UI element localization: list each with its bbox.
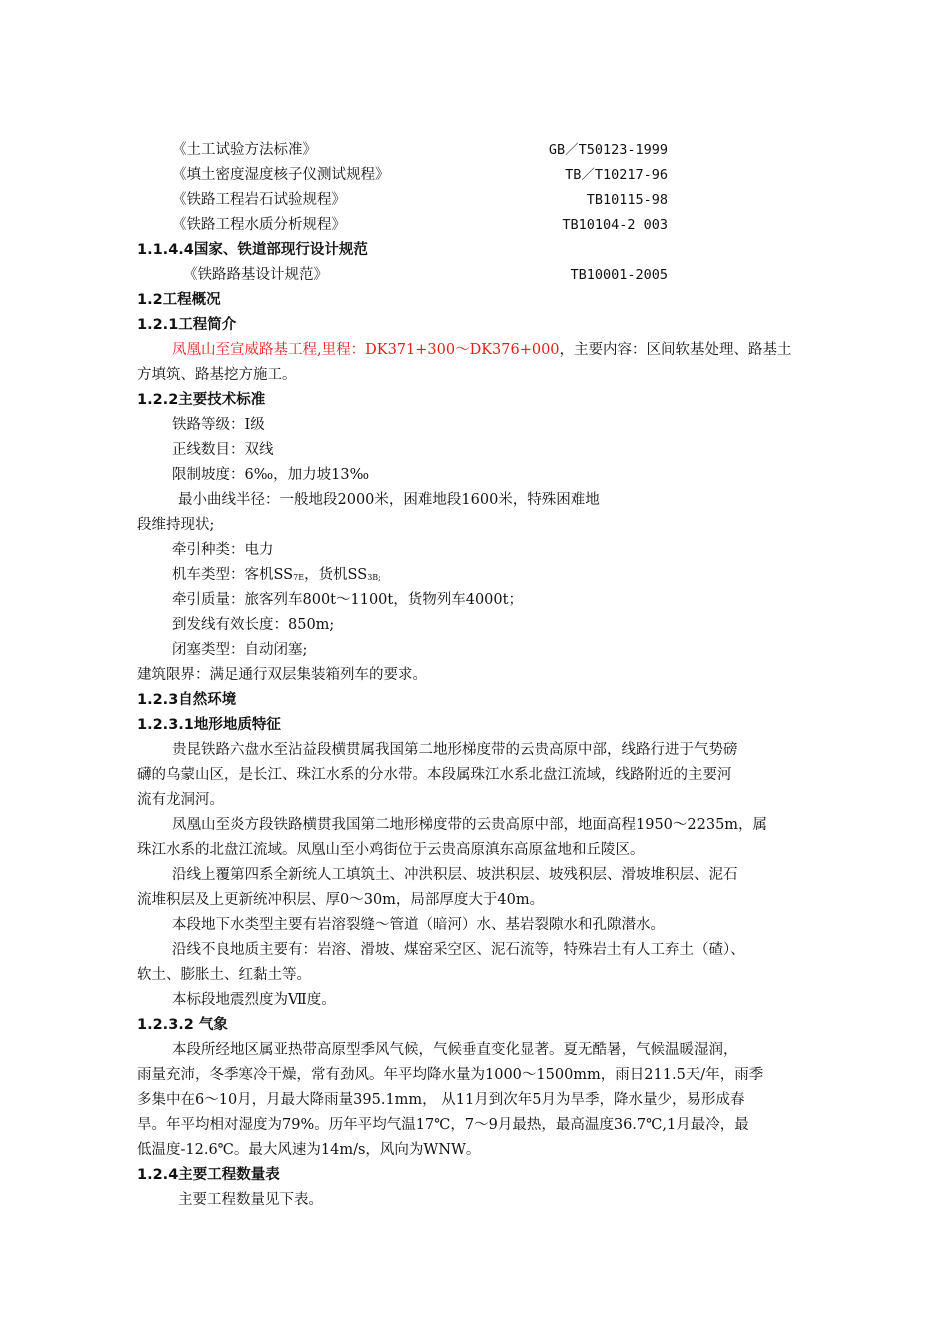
tech-lines: 正线数目：双线	[172, 442, 274, 458]
tech-grade: 铁路等级：Ⅰ级	[172, 417, 265, 433]
section-heading-123: 1.2.3自然环境	[137, 692, 237, 708]
climate-line: 本段所经地区属亚热带高原型季风气候，气候垂直变化显著。夏无酷暑，气候温暖湿润，	[172, 1042, 738, 1058]
geo-line: 流堆积层及上更新统冲积层、厚0～30m，局部厚度大于40m。	[137, 892, 545, 908]
tech-clearance: 建筑限界：满足通行双层集装箱列车的要求。	[137, 667, 427, 683]
section-heading-1144: 1.1.4.4国家、铁道部现行设计规范	[137, 242, 368, 258]
loco-passenger-sub: 7E	[293, 573, 305, 582]
tech-traction: 牵引种类：电力	[172, 542, 274, 558]
section-heading-122: 1.2.2主要技术标准	[137, 392, 266, 408]
standard-code: TB10104-2 003	[562, 217, 668, 233]
tech-length: 到发线有效长度：850m;	[172, 617, 335, 633]
loco-freight: ，货机SS	[304, 567, 368, 583]
climate-line: 旱。年平均相对湿度为79%。历年平均气温17℃，7～9月最热，最高温度36.7℃,1月最冷，最	[137, 1117, 749, 1133]
tech-radius: 最小曲线半径：一般地段2000米，困难地段1600米，特殊困难地	[178, 492, 600, 508]
geo-line: 沿线不良地质主要有：岩溶、滑坡、煤窑采空区、泥石流等，特殊岩土有人工弃土（碴）、	[172, 942, 745, 958]
standard-code: TB10115-98	[586, 192, 668, 208]
geo-line: 沿线上覆第四系全新统人工填筑土、冲洪积层、坡洪积层、坡残积层、滑坡堆积层、泥石	[172, 867, 738, 883]
tech-slope: 限制坡度：6‰，加力坡13‰	[172, 467, 370, 483]
geo-line: 礴的乌蒙山区，是长江、珠江水系的分水带。本段属珠江水系北盘江流域，线路附近的主要河	[137, 767, 732, 783]
intro-highlight: 凤凰山至宣威路基工程,里程：DK371+300～DK376+000	[172, 342, 560, 358]
intro-text: ，主要内容：区间软基处理、路基土	[559, 342, 792, 358]
section-heading-1231: 1.2.3.1地形地质特征	[137, 717, 281, 733]
tech-locomotive	[172, 563, 857, 588]
section-heading-1232: 1.2.3.2 气象	[137, 1017, 228, 1033]
geo-line: 本标段地震烈度为Ⅶ度。	[172, 992, 336, 1008]
geo-line: 贵昆铁路六盘水至沾益段横贯属我国第二地形梯度带的云贵高原中部，线路行进于气势磅	[172, 742, 738, 758]
geo-line: 凤凰山至炎方段铁路横贯我国第二地形梯度带的云贵高原中部，地面高程1950～2235m，属	[172, 817, 768, 833]
standard-title: 《铁路工程岩石试验规程》	[172, 192, 346, 208]
section-heading-124: 1.2.4主要工程数量表	[137, 1167, 280, 1183]
section-heading-121: 1.2.1工程简介	[137, 317, 237, 333]
standard-code: GB／T50123-1999	[548, 142, 668, 158]
tech-radius-cont: 段维持现状;	[137, 517, 215, 533]
standard-title: 《铁路工程水质分析规程》	[172, 217, 346, 233]
geo-line: 珠江水系的北盘江流域。凤凰山至小鸡街位于云贵高原滇东高原盆地和丘陵区。	[137, 842, 645, 858]
quantity-note: 主要工程数量见下表。	[178, 1192, 323, 1208]
geo-line: 流有龙洞河。	[137, 792, 224, 808]
tech-block: 闭塞类型：自动闭塞;	[172, 642, 308, 658]
intro-paragraph-cont: 方填筑、路基挖方施工。	[137, 367, 297, 383]
tech-mass: 牵引质量：旅客列车800t～1100t，货物列车4000t；	[172, 592, 523, 608]
loco-freight-sub: 3B;	[367, 573, 381, 582]
standard-code: TB／T10217-96	[565, 167, 668, 183]
climate-line: 低温度-12.6℃。最大风速为14m/s，风向为WNW。	[137, 1142, 481, 1158]
standard-title: 《填土密度湿度核子仪测试规程》	[172, 167, 390, 183]
intro-paragraph	[172, 338, 857, 363]
geo-line: 本段地下水类型主要有岩溶裂缝～管道（暗河）水、基岩裂隙水和孔隙潜水。	[172, 917, 665, 933]
climate-line: 多集中在6～10月，月最大降雨量395.1mm， 从11月到次年5月为旱季，降水量少，易形成春	[137, 1092, 745, 1108]
geo-line: 软土、膨胀土、红黏土等。	[137, 967, 311, 983]
climate-line: 雨量充沛，冬季寒冷干燥，常有劲风。年平均降水量为1000～1500mm，雨日211.5天/年，雨季	[137, 1067, 764, 1083]
loco-passenger: 机车类型：客机SS	[172, 567, 294, 583]
standard-title: 《土工试验方法标准》	[172, 142, 317, 158]
design-standard-code: TB10001-2005	[570, 267, 668, 283]
section-heading-12: 1.2工程概况	[137, 292, 221, 308]
design-standard-title: 《铁路路基设计规范》	[183, 267, 328, 283]
